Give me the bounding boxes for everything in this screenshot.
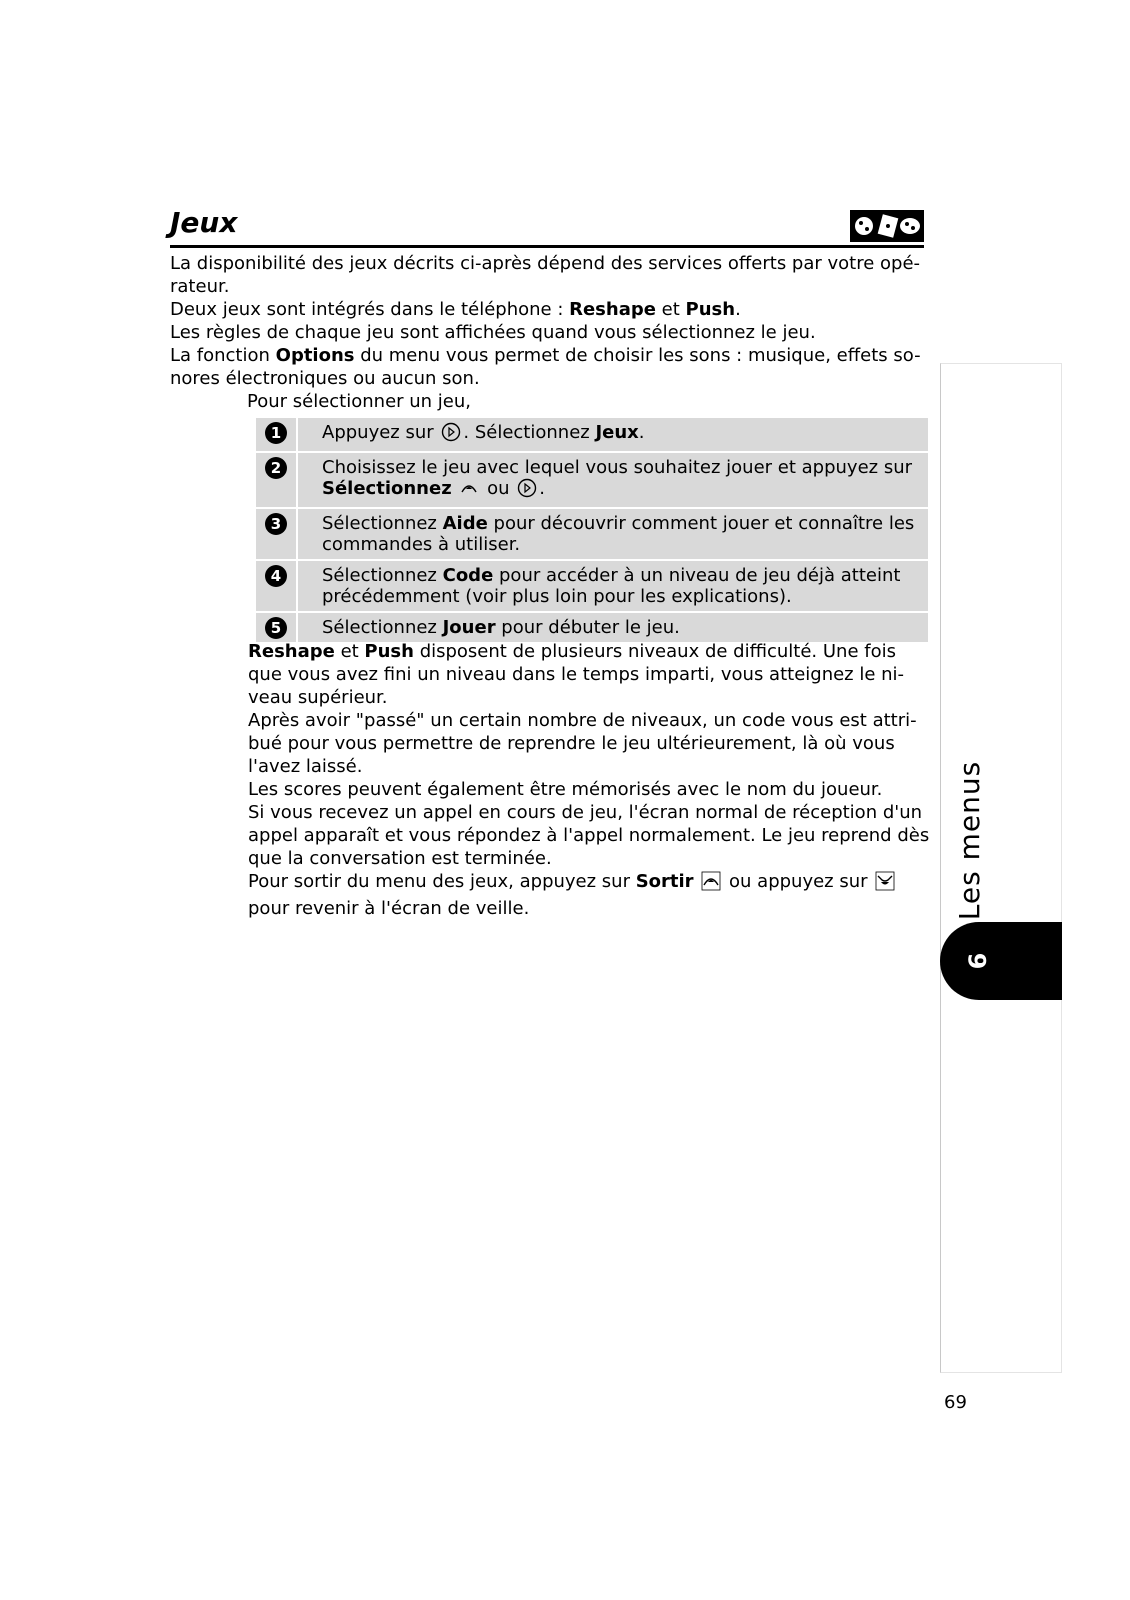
chapter-label — [930, 760, 1010, 920]
step-item — [256, 613, 928, 642]
step-item — [256, 453, 928, 509]
body-paragraph — [248, 640, 934, 709]
bold-term: Jeux — [595, 422, 639, 443]
text-run: disposent de plusieurs niveaux de difficulté. Une fois que vous avez fini un niveau dans le temps imparti, vous atteignez le ni-veau supérieur. — [248, 641, 905, 708]
step-number-badge: 4 — [265, 565, 287, 587]
games-illustration-icon — [850, 210, 924, 242]
bold-term: Reshape — [569, 299, 656, 320]
step-text — [296, 561, 928, 611]
text-run: du menu vous permet de choisir les sons : musique, effets so-nores électroniques ou aucun son. — [170, 345, 921, 389]
text-run: Appuyez sur — [322, 422, 440, 443]
step-number — [256, 561, 296, 587]
step-number-badge: 1 — [265, 422, 287, 444]
intro-paragraph: La disponibilité des jeux décrits ci-après dépend des services offerts par votre opé-rateur. — [170, 253, 921, 297]
bold-term: Options — [275, 345, 355, 366]
body-paragraph: Après avoir "passé" un certain nombre de niveaux, un code vous est attri-bué pour vous permettre de reprendre le jeu ultérieurement, là où vous l'avez laissé. — [248, 710, 917, 777]
left-softkey-icon — [459, 478, 479, 503]
text-run: Sélectionnez — [322, 565, 443, 586]
bold-term: Code — [442, 565, 494, 586]
chapter-number: 6 — [964, 952, 992, 970]
text-run: . — [539, 478, 546, 499]
intro-paragraph — [170, 298, 930, 321]
step-text — [296, 509, 928, 559]
chapter-label-text: Les menus — [953, 760, 987, 920]
text-run: pour débuter le jeu. — [495, 617, 680, 638]
text-run: . — [735, 299, 741, 320]
intro-paragraph: Pour sélectionner un jeu, — [247, 391, 472, 412]
text-run: . — [638, 422, 645, 443]
step-number-badge: 5 — [265, 617, 287, 639]
text-run: Deux jeux sont intégrés dans le téléphone : — [170, 299, 570, 320]
bold-term: Sélectionnez — [322, 478, 452, 499]
bold-term: Reshape — [248, 641, 335, 662]
text-run: Choisissez le jeu avec lequel vous souhaitez jouer et appuyez sur — [322, 457, 913, 478]
steps-list — [256, 418, 928, 642]
bold-term: Push — [685, 299, 736, 320]
section-title: Jeux — [170, 206, 238, 239]
title-rule — [170, 245, 924, 248]
text-run: ou appuyez sur — [723, 871, 874, 892]
text-run: Pour sortir du menu des jeux, appuyez sur — [248, 871, 636, 892]
text-run: et — [334, 641, 365, 662]
text-run: ou — [481, 478, 516, 499]
bold-term: Aide — [442, 513, 488, 534]
body-text — [248, 640, 934, 920]
text-run: Sélectionnez — [322, 513, 443, 534]
step-item — [256, 418, 928, 453]
step-item — [256, 509, 928, 561]
intro-text — [170, 252, 930, 413]
text-run: La fonction — [170, 345, 276, 366]
text-run: pour accéder à un niveau de jeu déjà atteint précédemment (voir plus loin pour les explications). — [322, 565, 901, 607]
body-paragraph — [248, 870, 934, 920]
step-text — [296, 453, 928, 507]
step-text — [296, 613, 928, 642]
step-item — [256, 561, 928, 613]
right-key-icon — [441, 422, 461, 447]
text-run: pour revenir à l'écran de veille. — [248, 898, 530, 919]
body-paragraph: Les scores peuvent également être mémorisés avec le nom du joueur. — [248, 779, 883, 800]
intro-paragraph — [170, 344, 930, 390]
bold-term: Jouer — [442, 617, 496, 638]
right-key-icon — [517, 478, 537, 503]
step-number — [256, 453, 296, 479]
step-number — [256, 613, 296, 639]
page-number: 69 — [944, 1392, 967, 1413]
text-run: Sélectionnez — [322, 617, 443, 638]
bold-term: Sortir — [635, 871, 694, 892]
step-number-badge: 2 — [265, 457, 287, 479]
text-run: et — [655, 299, 686, 320]
step-number — [256, 418, 296, 444]
text-run: . Sélectionnez — [463, 422, 596, 443]
text-run: pour découvrir comment jouer et connaître les commandes à utiliser. — [322, 513, 915, 555]
end-call-key-icon — [875, 871, 895, 897]
left-softkey-icon — [701, 871, 721, 897]
chapter-tab — [940, 922, 1062, 1000]
body-paragraph: Si vous recevez un appel en cours de jeu, l'écran normal de réception d'un appel apparaît et vous répondez à l'appel normalement. Le jeu reprend dès que la conversation est terminée. — [248, 802, 930, 869]
intro-paragraph: Les règles de chaque jeu sont affichées quand vous sélectionnez le jeu. — [170, 322, 816, 343]
step-number-badge: 3 — [265, 513, 287, 535]
step-number — [256, 509, 296, 535]
step-text — [296, 418, 928, 451]
bold-term: Push — [364, 641, 414, 662]
